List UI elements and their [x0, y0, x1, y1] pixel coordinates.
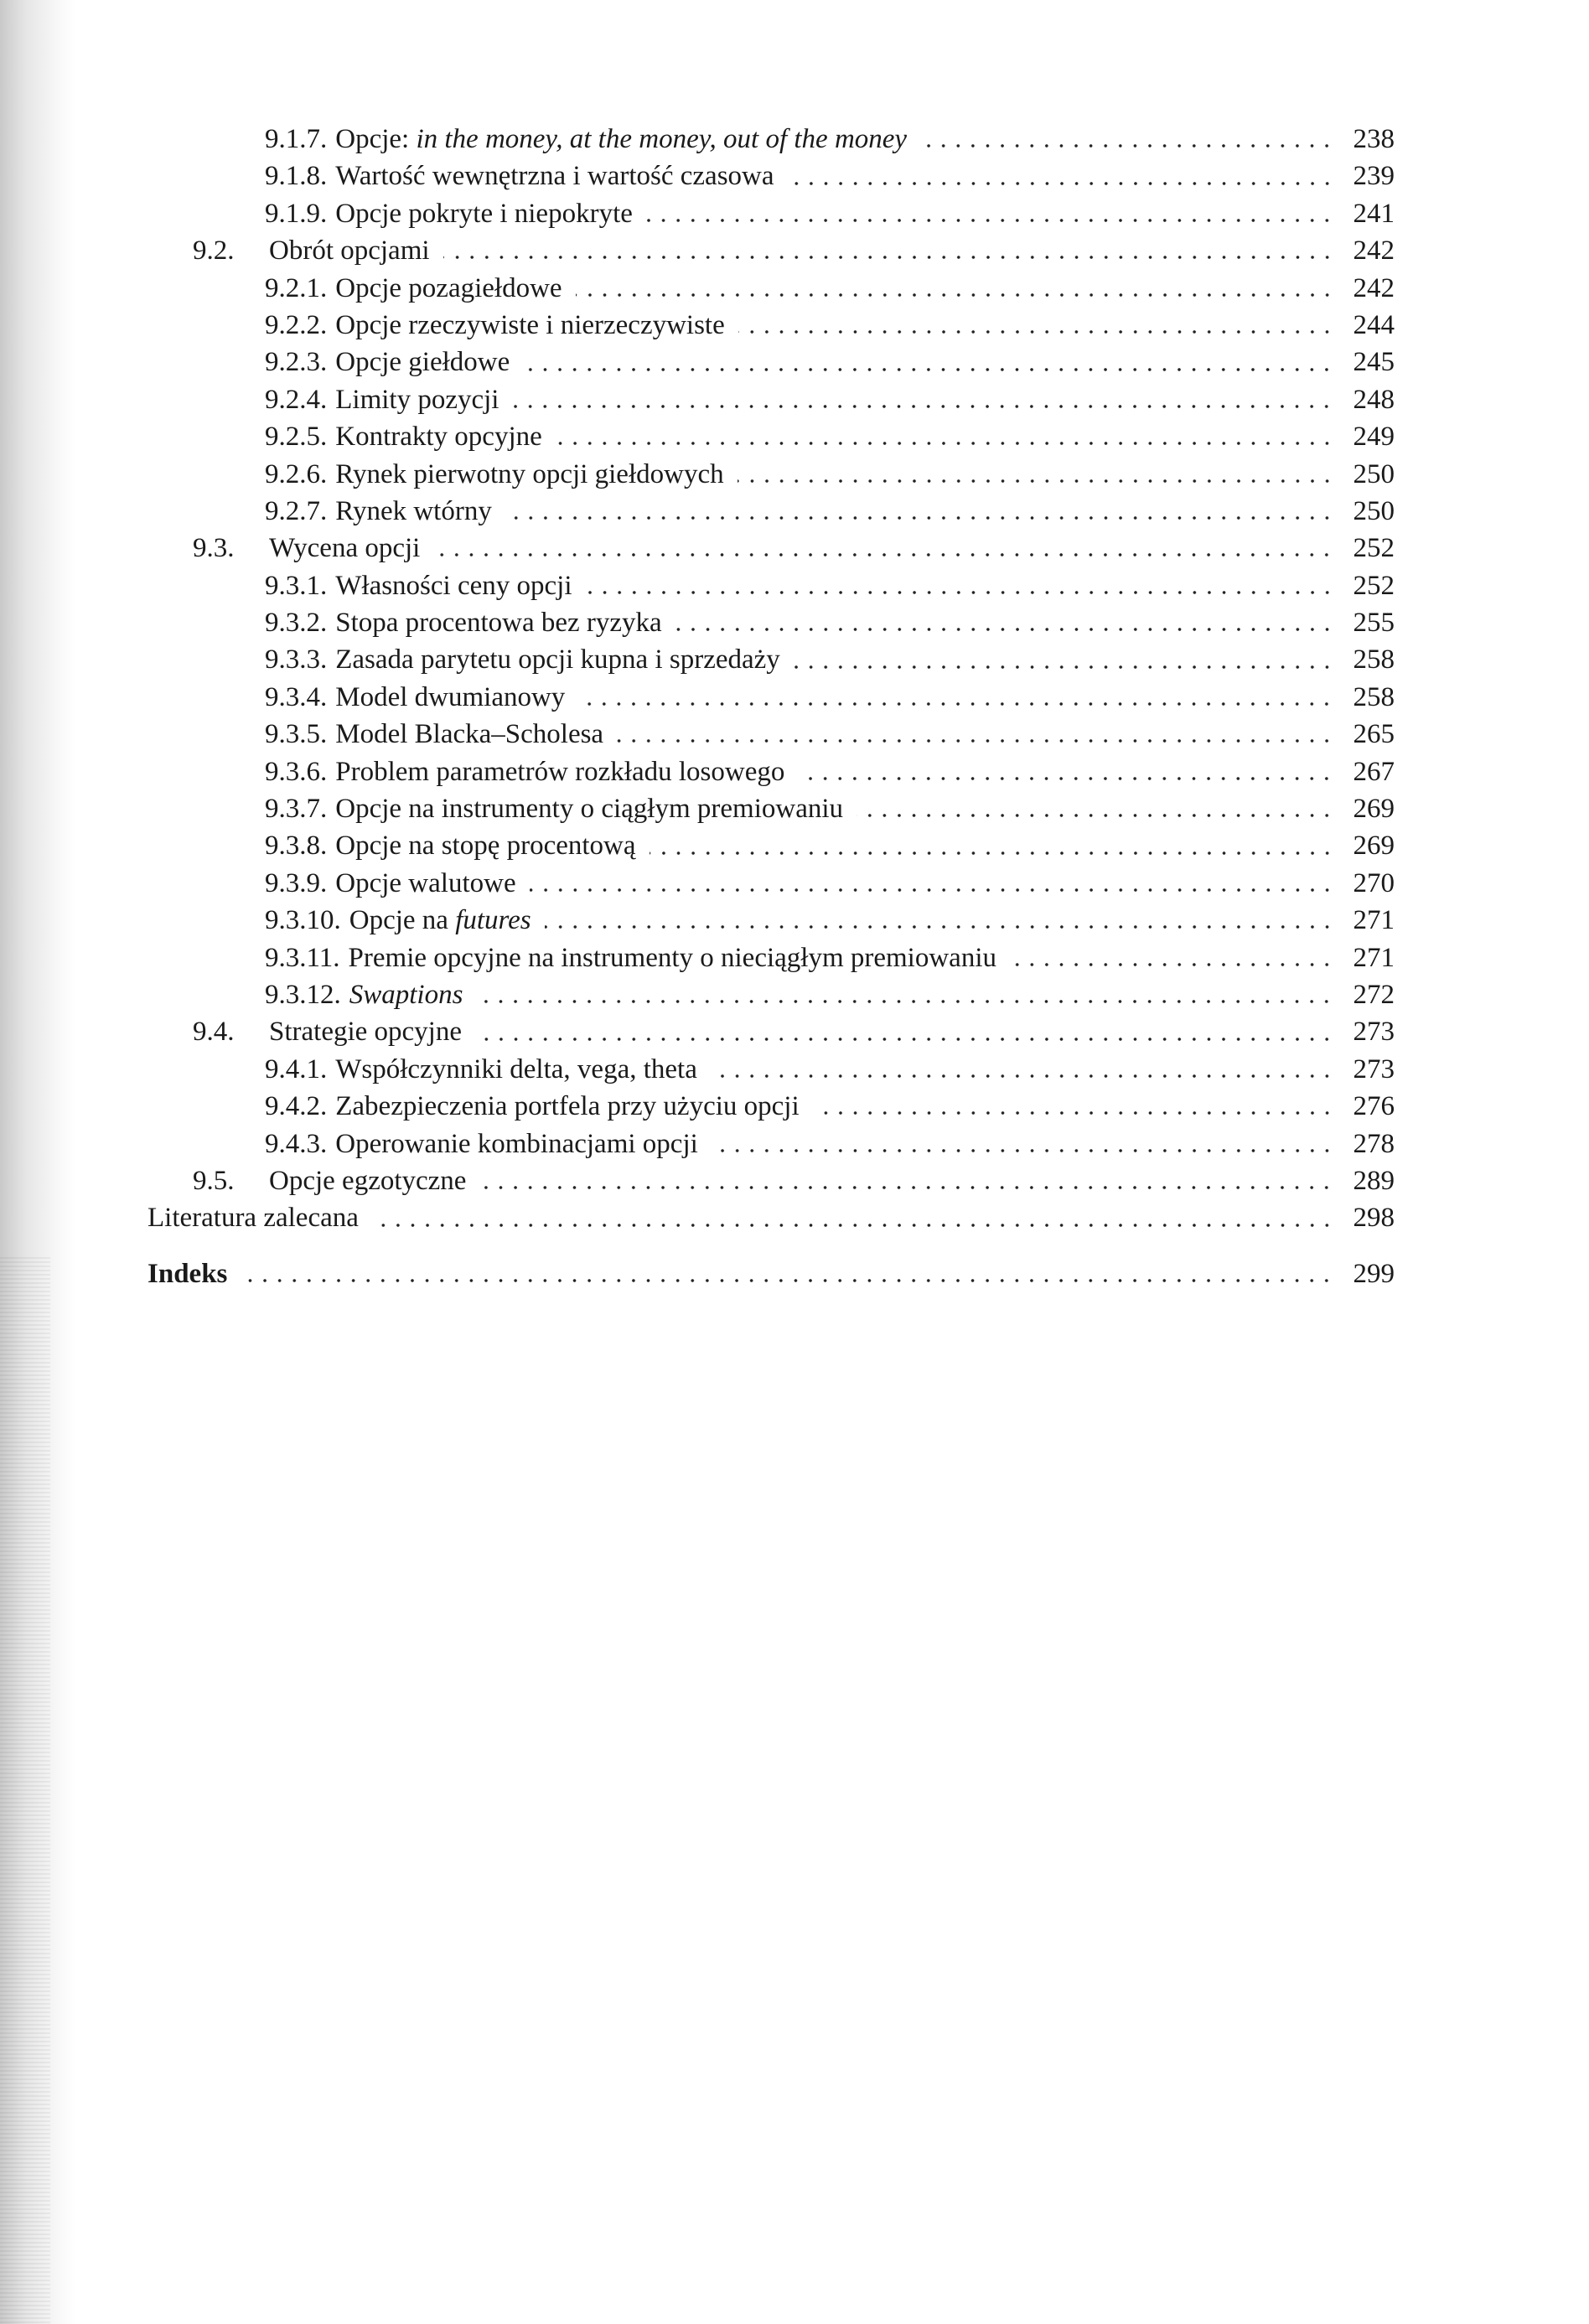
toc-entry-title — [335, 1126, 698, 1162]
toc-entry-heading — [148, 1051, 697, 1088]
toc-entry-title-text: Limity pozycji — [335, 384, 499, 415]
toc-entry — [148, 976, 1395, 1013]
toc-entry-heading — [148, 307, 725, 344]
toc-entry — [148, 493, 1395, 530]
toc-entry-title — [335, 790, 843, 827]
toc-entry-title-text: Wycena opcji — [269, 533, 421, 564]
toc-entry-number: 9.3. — [193, 533, 235, 564]
toc-entry-title — [269, 232, 430, 269]
toc-entry — [148, 679, 1395, 716]
toc-entry-page-number: 250 — [1353, 458, 1395, 489]
toc-entry — [148, 530, 1395, 567]
toc-entry-number: 9.2.7. — [265, 495, 328, 526]
toc-entry-page-number: 239 — [1353, 161, 1395, 192]
toc-entry-page-number: 242 — [1353, 236, 1395, 267]
toc-entry-heading — [148, 567, 572, 604]
dot-leader — [241, 1276, 1334, 1286]
dot-leader — [556, 438, 1334, 448]
dot-leader — [479, 1183, 1334, 1193]
toc-entry-title-text: Rynek wtórny — [335, 495, 492, 526]
toc-entry-page-number: 273 — [1353, 1053, 1395, 1084]
toc-entry-title — [335, 418, 542, 455]
toc-entry-title — [335, 381, 499, 418]
dot-leader — [523, 365, 1334, 375]
toc-entry — [148, 1199, 1395, 1236]
toc-entry-page-number: 244 — [1353, 309, 1395, 340]
toc-entry-title-text: Opcje walutowe — [335, 867, 516, 898]
toc-entry-number: 9.1.8. — [265, 161, 328, 192]
toc-entry — [148, 1088, 1395, 1125]
toc-entry-title — [335, 753, 784, 790]
toc-entry-number: 9.2.5. — [265, 422, 328, 453]
toc-entry — [148, 232, 1395, 269]
toc-entry-title-italic: futures — [455, 905, 531, 936]
dot-leader — [617, 736, 1334, 746]
toc-entry-title-text: Opcje pokryte i niepokryte — [335, 198, 633, 229]
toc-entry-page-number: 299 — [1353, 1258, 1395, 1289]
toc-entry-number: 9.2.1. — [265, 272, 328, 303]
toc-entry-title — [335, 604, 661, 641]
toc-entry-title-text: Indeks — [148, 1258, 228, 1289]
toc-entry-title — [335, 195, 633, 232]
toc-entry — [148, 1051, 1395, 1088]
toc-entry — [148, 1162, 1395, 1199]
toc-entry-heading — [148, 1162, 466, 1199]
toc-entry-title-text: Premie opcyjne na instrumenty o nieciągłym premiowaniu — [348, 942, 997, 973]
toc-entry-title-text: Problem parametrów rozkładu losowego — [335, 756, 785, 787]
toc-entry-page-number: 258 — [1353, 681, 1395, 712]
toc-entry-title-text: Literatura zalecana — [148, 1203, 359, 1234]
toc-entry-title — [335, 716, 603, 753]
dot-leader — [586, 587, 1335, 598]
toc-entry-title — [335, 865, 515, 902]
toc-entry-heading — [148, 381, 499, 418]
dot-leader — [650, 848, 1334, 858]
toc-entry-title-text: Opcje pozagiełdowe — [335, 272, 562, 303]
toc-entry-title-text: Opcje rzeczywiste i nierzeczywiste — [335, 309, 725, 340]
toc-entry-number: 9.1.9. — [265, 198, 328, 229]
toc-entry-heading — [148, 493, 492, 530]
toc-entry-title — [335, 344, 510, 380]
toc-entry-title-text: Model Blacka–Scholesa — [335, 719, 604, 750]
toc-entry-heading — [148, 456, 724, 493]
dot-leader — [505, 513, 1334, 523]
toc-entry — [148, 567, 1395, 604]
toc-entry-title — [335, 1088, 799, 1125]
toc-entry-page-number: 248 — [1353, 384, 1395, 415]
dot-leader — [738, 327, 1334, 337]
toc-entry-number: 9.3.11. — [265, 942, 340, 973]
toc-entry-title-text: Rynek pierwotny opcji giełdowych — [335, 458, 724, 489]
toc-entry-title — [349, 939, 996, 976]
toc-entry-title-text: Strategie opcyjne — [269, 1017, 463, 1048]
dot-leader — [1010, 960, 1334, 970]
toc-entry-title — [148, 1199, 359, 1236]
toc-entry — [148, 270, 1395, 307]
toc-entry-number: 9.4.1. — [265, 1053, 328, 1084]
toc-entry-heading — [148, 1013, 462, 1050]
toc-entry-title-text: Opcje na — [349, 905, 456, 936]
toc-entry-title — [269, 1162, 466, 1199]
toc-entry-number: 9.3.12. — [265, 979, 341, 1010]
toc-entry — [148, 604, 1395, 641]
toc-entry-page-number: 249 — [1353, 422, 1395, 453]
toc-entry-heading — [148, 530, 420, 567]
dot-leader — [530, 885, 1334, 895]
toc-entry-heading — [148, 827, 636, 864]
dot-leader — [675, 624, 1334, 634]
toc-entry-page-number: 250 — [1353, 495, 1395, 526]
table-of-contents — [148, 121, 1395, 1292]
toc-entry-number: 9.3.10. — [265, 905, 341, 936]
toc-entry-number: 9.2.2. — [265, 309, 328, 340]
toc-entry-title — [335, 493, 492, 530]
toc-entry-title — [335, 827, 635, 864]
dot-leader — [476, 996, 1334, 1007]
dot-leader — [372, 1220, 1334, 1230]
toc-entry-page-number: 245 — [1353, 347, 1395, 378]
toc-entry-heading — [148, 902, 531, 939]
toc-entry — [148, 1255, 1395, 1292]
toc-entry-heading — [148, 1126, 698, 1162]
toc-entry-number: 9.3.6. — [265, 756, 328, 787]
dot-leader — [443, 252, 1334, 262]
toc-entry — [148, 381, 1395, 418]
toc-entry — [148, 716, 1395, 753]
toc-entry-heading — [148, 976, 463, 1013]
toc-entry-page-number: 265 — [1353, 719, 1395, 750]
toc-entry-heading — [148, 679, 565, 716]
toc-entry-title — [349, 902, 531, 939]
toc-entry-number: 9.2. — [193, 236, 235, 267]
toc-entry-page-number: 241 — [1353, 198, 1395, 229]
toc-entry-title — [335, 456, 723, 493]
toc-entry — [148, 1013, 1395, 1050]
toc-entry — [148, 456, 1395, 493]
toc-entry-heading — [148, 121, 907, 158]
toc-entry-title — [335, 307, 725, 344]
toc-entry-heading — [148, 158, 774, 194]
toc-entry-title — [335, 641, 780, 678]
toc-entry — [148, 344, 1395, 380]
toc-entry-number: 9.3.3. — [265, 644, 328, 675]
toc-entry-heading — [148, 1199, 359, 1236]
toc-entry-title-text: Współczynniki delta, vega, theta — [335, 1053, 697, 1084]
dot-leader — [857, 810, 1334, 820]
toc-entry-page-number: 252 — [1353, 533, 1395, 564]
toc-entry-page-number: 252 — [1353, 570, 1395, 601]
toc-entry-title — [148, 1255, 227, 1292]
dot-leader — [433, 550, 1334, 560]
toc-entry-title-text: Kontrakty opcyjne — [335, 422, 542, 453]
toc-entry-page-number: 271 — [1353, 905, 1395, 936]
toc-entry-number: 9.3.4. — [265, 681, 328, 712]
dot-leader — [578, 699, 1334, 709]
toc-entry-heading — [148, 195, 633, 232]
toc-entry — [148, 790, 1395, 827]
toc-entry-page-number: 270 — [1353, 867, 1395, 898]
toc-entry-number: 9.3.7. — [265, 794, 328, 825]
toc-entry — [148, 641, 1395, 678]
toc-entry-page-number: 238 — [1353, 124, 1395, 154]
dot-leader — [798, 774, 1334, 784]
toc-entry-page-number: 273 — [1353, 1017, 1395, 1048]
toc-entry-title — [269, 530, 420, 567]
toc-entry-heading — [148, 790, 843, 827]
toc-entry-title-text: Wartość wewnętrzna i wartość czasowa — [335, 161, 774, 192]
toc-entry-title-text: Własności ceny opcji — [335, 570, 572, 601]
toc-entry-heading — [148, 270, 562, 307]
toc-entry-title-italic: Swaptions — [349, 979, 463, 1010]
dot-leader — [788, 179, 1334, 189]
toc-entry-heading — [148, 939, 996, 976]
dot-leader — [512, 401, 1334, 411]
toc-entry-page-number: 242 — [1353, 272, 1395, 303]
toc-entry-number: 9.2.6. — [265, 458, 328, 489]
toc-entry-number: 9.3.5. — [265, 719, 328, 750]
toc-entry-page-number: 272 — [1353, 979, 1395, 1010]
toc-entry-title-text: Zasada parytetu opcji kupna i sprzedaży — [335, 644, 780, 675]
scanned-page-edge — [0, 0, 75, 2324]
dot-leader — [738, 476, 1334, 486]
dot-leader — [576, 290, 1334, 300]
toc-entry-title-text: Obrót opcjami — [269, 236, 430, 267]
toc-entry-page-number: 276 — [1353, 1091, 1395, 1122]
toc-entry-title-text: Model dwumianowy — [335, 681, 566, 712]
toc-entry-title-text: Opcje na stopę procentową — [335, 831, 636, 862]
toc-entry-heading — [148, 1088, 800, 1125]
dot-leader — [813, 1108, 1334, 1118]
toc-entry-number: 9.2.4. — [265, 384, 328, 415]
toc-entry-number: 9.3.9. — [265, 867, 328, 898]
toc-entry-number: 9.4.2. — [265, 1091, 328, 1122]
toc-entry-heading — [148, 604, 662, 641]
dot-leader — [711, 1071, 1334, 1081]
toc-entry-page-number: 271 — [1353, 942, 1395, 973]
toc-entry-heading — [148, 753, 784, 790]
toc-entry-heading — [148, 641, 780, 678]
toc-entry-title — [349, 976, 463, 1013]
toc-entry-number: 9.2.3. — [265, 347, 328, 378]
dot-leader — [794, 662, 1334, 672]
dot-leader — [545, 922, 1334, 932]
toc-entry-number: 9.4. — [193, 1017, 235, 1048]
toc-entry-title — [335, 270, 562, 307]
toc-entry — [148, 865, 1395, 902]
toc-entry-title — [269, 1013, 462, 1050]
toc-entry-title-text: Opcje na instrumenty o ciągłym premiowaniu — [335, 794, 844, 825]
toc-entry — [148, 939, 1395, 976]
toc-entry-page-number: 258 — [1353, 644, 1395, 675]
toc-entry — [148, 753, 1395, 790]
toc-entry-heading — [148, 344, 510, 380]
toc-entry-title-text: Opcje: — [335, 124, 417, 154]
toc-entry-heading — [148, 1255, 227, 1292]
dot-leader — [475, 1034, 1334, 1044]
toc-entry-title-italic: in the money, at the money, out of the money — [416, 124, 908, 154]
toc-entry-heading — [148, 418, 542, 455]
dot-leader — [712, 1146, 1334, 1156]
toc-entry-title — [335, 567, 572, 604]
toc-entry-title-text: Opcje egzotyczne — [269, 1165, 467, 1196]
toc-entry-heading — [148, 865, 516, 902]
toc-entry-title — [335, 1051, 697, 1088]
toc-entry-title — [335, 158, 774, 194]
toc-entry-title-text: Operowanie kombinacjami opcji — [335, 1128, 698, 1159]
toc-entry-number: 9.3.1. — [265, 570, 328, 601]
toc-entry-page-number: 255 — [1353, 608, 1395, 639]
toc-entry-number: 9.3.8. — [265, 831, 328, 862]
toc-entry-heading — [148, 232, 430, 269]
toc-entry — [148, 307, 1395, 344]
toc-entry — [148, 418, 1395, 455]
toc-entry-title-text: Stopa procentowa bez ryzyka — [335, 608, 662, 639]
toc-entry-number: 9.4.3. — [265, 1128, 328, 1159]
toc-entry-title — [335, 121, 907, 158]
toc-entry — [148, 158, 1395, 194]
toc-entry — [148, 827, 1395, 864]
toc-entry-number: 9.5. — [193, 1165, 235, 1196]
toc-entry-heading — [148, 716, 603, 753]
toc-entry-title — [335, 679, 565, 716]
toc-entry — [148, 902, 1395, 939]
toc-entry-page-number: 269 — [1353, 831, 1395, 862]
toc-entry — [148, 121, 1395, 158]
toc-entry-page-number: 278 — [1353, 1128, 1395, 1159]
toc-entry-page-number: 298 — [1353, 1203, 1395, 1234]
toc-entry-title-text: Zabezpieczenia portfela przy użyciu opcji — [335, 1091, 800, 1122]
toc-entry-number: 9.3.2. — [265, 608, 328, 639]
dot-leader — [646, 215, 1334, 225]
toc-entry-page-number: 289 — [1353, 1165, 1395, 1196]
toc-entry — [148, 1126, 1395, 1162]
dot-leader — [920, 141, 1334, 151]
toc-entry-title-text: Opcje giełdowe — [335, 347, 510, 378]
toc-entry-page-number: 269 — [1353, 794, 1395, 825]
toc-entry — [148, 195, 1395, 232]
toc-entry-page-number: 267 — [1353, 756, 1395, 787]
toc-entry-number: 9.1.7. — [265, 124, 328, 154]
